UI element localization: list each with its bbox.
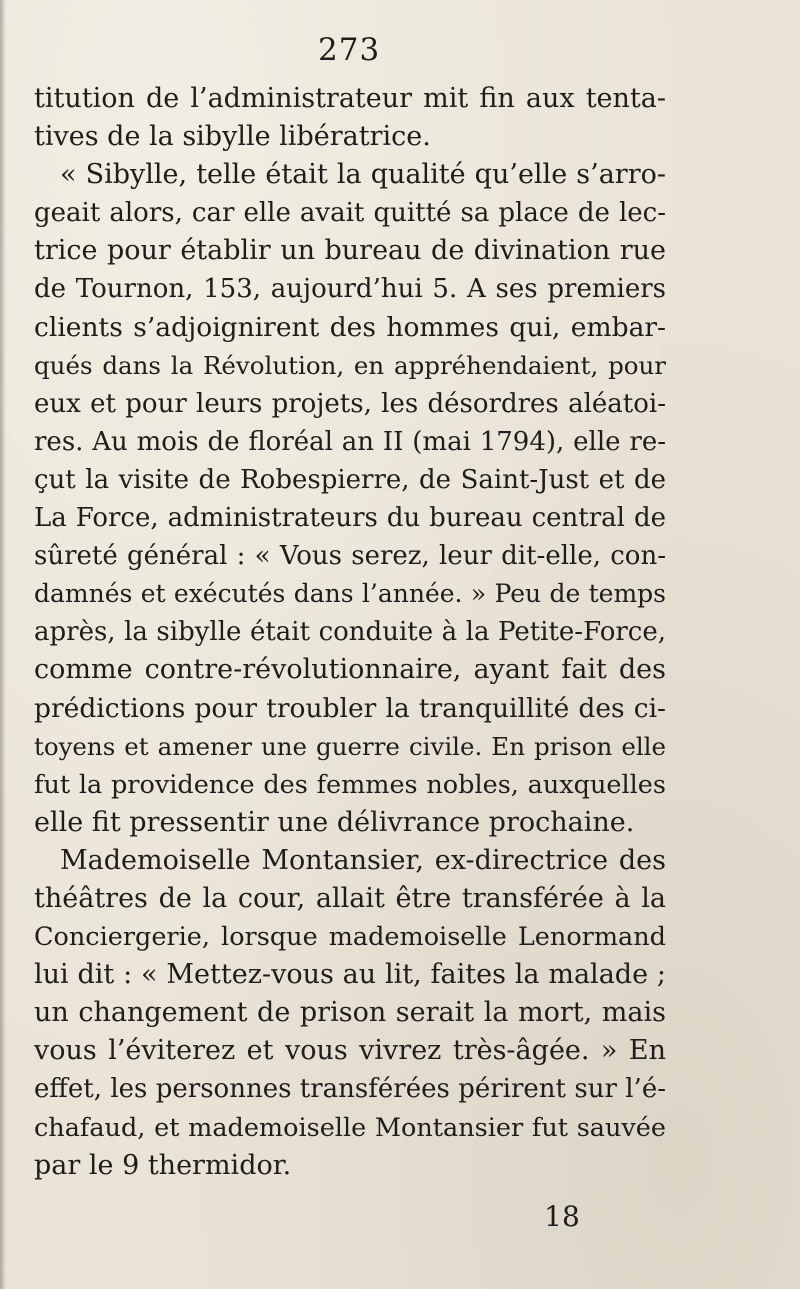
text-line: prédictions pour troubler la tranquillité des ci- bbox=[34, 692, 666, 724]
text-line: eux et pour leurs projets, les désordres aléatoi- bbox=[34, 388, 666, 419]
text-line: lui dit : « Mettez-vous au lit, faites la malade ; bbox=[34, 959, 666, 991]
page-number: 273 bbox=[318, 32, 381, 68]
page-gutter-shadow bbox=[0, 0, 6, 1289]
text-line: théâtres de la cour, allait être transférée à la bbox=[34, 882, 666, 914]
text-line: par le 9 thermidor. bbox=[34, 1149, 292, 1181]
text-line: clients s’adjoignirent des hommes qui, embar- bbox=[34, 311, 666, 343]
text-line: çut la visite de Robespierre, de Saint-Just et de bbox=[34, 464, 666, 495]
text-line: damnés et exécutés dans l’année. » Peu de temps bbox=[34, 579, 666, 609]
text-line: sûreté général : « Vous serez, leur dit-elle, con- bbox=[34, 541, 666, 572]
paragraph-start-line: « Sibylle, telle était la qualité qu’elle s’arro- bbox=[60, 159, 666, 191]
text-line: chafaud, et mademoiselle Montansier fut sauvée bbox=[34, 1112, 666, 1143]
text-line: Conciergerie, lorsque mademoiselle Lenormand bbox=[34, 922, 666, 953]
text-line: effet, les personnes transférées périrent sur l’é- bbox=[34, 1074, 666, 1105]
text-line: tives de la sibylle libératrice. bbox=[34, 121, 431, 153]
text-line: un changement de prison serait la mort, mais bbox=[34, 997, 666, 1029]
body-text bbox=[34, 80, 666, 1185]
text-line: vous l’éviterez et vous vivrez très-âgée. » En bbox=[34, 1035, 666, 1067]
text-line: titution de l’administrateur mit fin aux tenta- bbox=[34, 83, 666, 114]
text-line: toyens et amener une guerre civile. En prison elle bbox=[34, 731, 666, 761]
text-line: geait alors, car elle avait quitté sa place de lec- bbox=[34, 198, 666, 229]
signature-mark: 18 bbox=[544, 1200, 580, 1233]
text-line: comme contre-révolutionnaire, ayant fait des bbox=[34, 654, 666, 686]
paragraph-start-line: Mademoiselle Montansier, ex-directrice des bbox=[60, 844, 666, 876]
text-line: elle fit pressentir une délivrance prochaine. bbox=[34, 806, 635, 838]
text-line: de Tournon, 153, aujourd’hui 5. A ses premiers bbox=[34, 274, 666, 305]
text-line: après, la sibylle était conduite à la Petite-Force, bbox=[34, 617, 666, 648]
text-line: trice pour établir un bureau de divination rue bbox=[34, 235, 666, 267]
text-line: qués dans la Révolution, en appréhendaient, pour bbox=[34, 350, 666, 380]
text-line: res. Au mois de floréal an II (mai 1794), elle re- bbox=[34, 426, 666, 457]
text-line: fut la providence des femmes nobles, auxquelles bbox=[34, 769, 666, 800]
text-line: La Force, administrateurs du bureau central de bbox=[34, 503, 666, 534]
